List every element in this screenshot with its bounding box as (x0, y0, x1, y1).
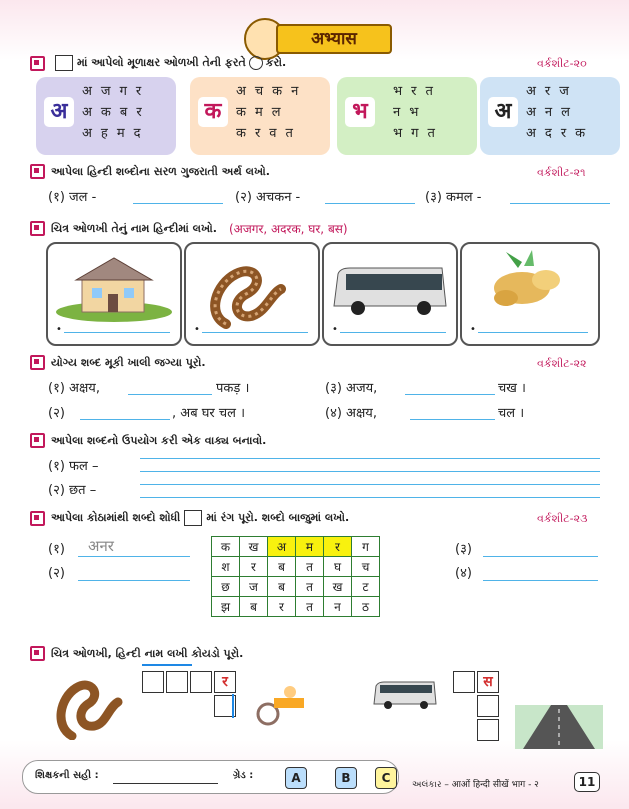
answer-line[interactable] (133, 203, 223, 204)
worksheet-label: વર્કશીટ-૨૦ (537, 57, 587, 70)
answer-line[interactable] (78, 580, 190, 581)
letter-card-2: क अचकन कमल करवत (190, 77, 330, 155)
grade-c-button[interactable]: C (375, 767, 397, 789)
crossword-clue-cell: र (214, 671, 236, 693)
answer-line[interactable] (483, 556, 598, 557)
answer-line[interactable] (405, 394, 495, 395)
crossword-cell[interactable] (142, 671, 164, 693)
circle-icon (249, 56, 263, 70)
snake-image (46, 668, 126, 744)
answer-line[interactable] (80, 419, 170, 420)
signature-line[interactable] (113, 783, 218, 784)
square-icon (184, 510, 202, 526)
answer-line[interactable] (78, 556, 190, 557)
card-letter: अ (44, 97, 74, 127)
answer-line[interactable] (128, 394, 212, 395)
word-search-grid: क ख अ म र ग श र ब त घ च छ ज ब त ख ट झ ब र त न ठ (211, 536, 380, 617)
answer-line[interactable] (140, 471, 600, 472)
answer-line[interactable] (64, 332, 170, 333)
worksheet-page: अभ्यास માં આપેલો મૂળાક્ષર ઓળખી તેની ફરતે કરો. વર્કશીટ-૨૦ अ अजगर अकबर अहमद क अचकन कमल करवत भ भरत नभ भगत अ अरज अनल अदरक આપેલા હિન્દી શબ્દોના સરળ ગુજરાતી અર્થ લખો. વર્કશીટ-૨૧ (१) जल - (२) अचकन - (३) कमल - ચિત્ર ઓળખી તેનું નામ હિન્દીમાં લખો. (अजगर, अदरक, घर, बस) • • • • યોગ્ય શબ્દ મૂકી ખાલી જગ્યા પૂરો. વર્કશીટ-૨૨ (१) अक्षय, पकड़ । (३) अजय, चख । (२) , अब घर चल । (४) अक्षय, चल । આપેલા શબ્દનો ઉપયોગ કરી એક વાક્ય બનાવો. (१) फल – (२) छत – આપેલા કોઠામાંથી શબ્દો શોધી માં રંગ પૂરો. શબ્દો બાજુમાં લખો. વર્કશીટ-૨૩ (१) अनर (२) क ख अ म र ग श र ब त घ च छ ज ब त ख ट झ ब र त न ठ (३) (४) ચિત્ર ઓળખી, હિન્દી નામ લખી કોયડો પૂરો. र स શિક્ષકની સહી : ગ્રેડ : A B C અલંકાર – आओं हिन्दी सीखें भाग - २ 11 (0, 0, 629, 809)
house-image: • (46, 242, 182, 346)
crossword-cell[interactable] (453, 671, 475, 693)
letter-card-1: अ अजगर अकबर अहमद (36, 77, 176, 155)
worksheet-label: વર્કશીટ-૨૩ (537, 512, 588, 525)
down-arrow-icon (232, 694, 234, 718)
bullet-icon (30, 221, 45, 236)
example-answer: अनर (88, 537, 114, 555)
grade-label: ગ્રેડ : (233, 770, 254, 781)
answer-line[interactable] (483, 580, 598, 581)
answer-line[interactable] (202, 332, 308, 333)
crossword-cell[interactable] (477, 695, 499, 717)
right-arrow-icon (142, 664, 192, 666)
grade-a-button[interactable]: A (285, 767, 307, 789)
bus-image (370, 676, 440, 718)
card-letter: भ (345, 97, 375, 127)
q4-instruction: યોગ્ય શબ્દ મૂકી ખાલી જગ્યા પૂરો. (30, 355, 206, 370)
answer-line[interactable] (340, 332, 446, 333)
page-number: 11 (574, 772, 600, 792)
grade-b-button[interactable]: B (335, 767, 357, 789)
q5-instruction: આપેલા શબ્દનો ઉપયોગ કરી એક વાક્ય બનાવો. (30, 433, 266, 448)
worksheet-label: વર્કશીટ-૨૨ (537, 357, 587, 370)
q6-instruction: આપેલા કોઠામાંથી શબ્દો શોધી માં રંગ પૂરો. શબ્દો બાજુમાં લખો. (30, 510, 349, 526)
q3-instruction: ચિત્ર ઓળખી તેનું નામ હિન્દીમાં લખો. (अजगर, अदरक, घर, बस) (30, 220, 348, 237)
square-icon (55, 55, 73, 71)
bus-image: • (322, 242, 458, 346)
bullet-icon (30, 164, 45, 179)
answer-line[interactable] (410, 419, 495, 420)
card-letter: अ (488, 97, 518, 127)
letter-card-4: अ अरज अनल अदरक (480, 77, 620, 155)
answer-line[interactable] (510, 203, 610, 204)
answer-line[interactable] (325, 203, 415, 204)
bullet-icon (30, 355, 45, 370)
word-hint: (अजगर, अदरक, घर, बस) (228, 222, 348, 236)
worksheet-label: વર્કશીટ-૨૧ (537, 166, 586, 179)
letter-card-3: भ भरत नभ भगत (337, 77, 477, 155)
signature-label: શિક્ષકની સહી : (35, 770, 99, 781)
crossword-cell[interactable] (166, 671, 188, 693)
book-title: અલંકાર – आओं हिन्दी सीखें भाग - २ (412, 780, 539, 790)
bullet-icon (30, 646, 45, 661)
bullet-icon (30, 433, 45, 448)
q1-instruction: માં આપેલો મૂળાક્ષર ઓળખી તેની ફરતે કરો. (30, 55, 286, 71)
bullet-icon (30, 511, 45, 526)
title-badge (240, 18, 390, 52)
answer-line[interactable] (140, 497, 600, 498)
snake-image: • (184, 242, 320, 346)
page-title: अभ्यास (276, 24, 392, 54)
q7-instruction: ચિત્ર ઓળખી, હિન્દી નામ લખી કોયડો પૂરો. (30, 646, 243, 661)
answer-line[interactable] (478, 332, 588, 333)
chariot-image (250, 680, 314, 730)
crossword-clue-cell: स (477, 671, 499, 693)
answer-line (140, 458, 600, 459)
bullet-icon (30, 56, 45, 71)
footer-bar (22, 760, 399, 794)
q2-instruction: આપેલા હિન્દી શબ્દોના સરળ ગુજરાતી અર્થ લખો. (30, 164, 270, 179)
card-letter: क (198, 97, 228, 127)
crossword-cell[interactable] (477, 719, 499, 741)
crossword-cell[interactable] (190, 671, 212, 693)
answer-line (140, 484, 600, 485)
road-image (515, 705, 603, 753)
ginger-image: • (460, 242, 600, 346)
